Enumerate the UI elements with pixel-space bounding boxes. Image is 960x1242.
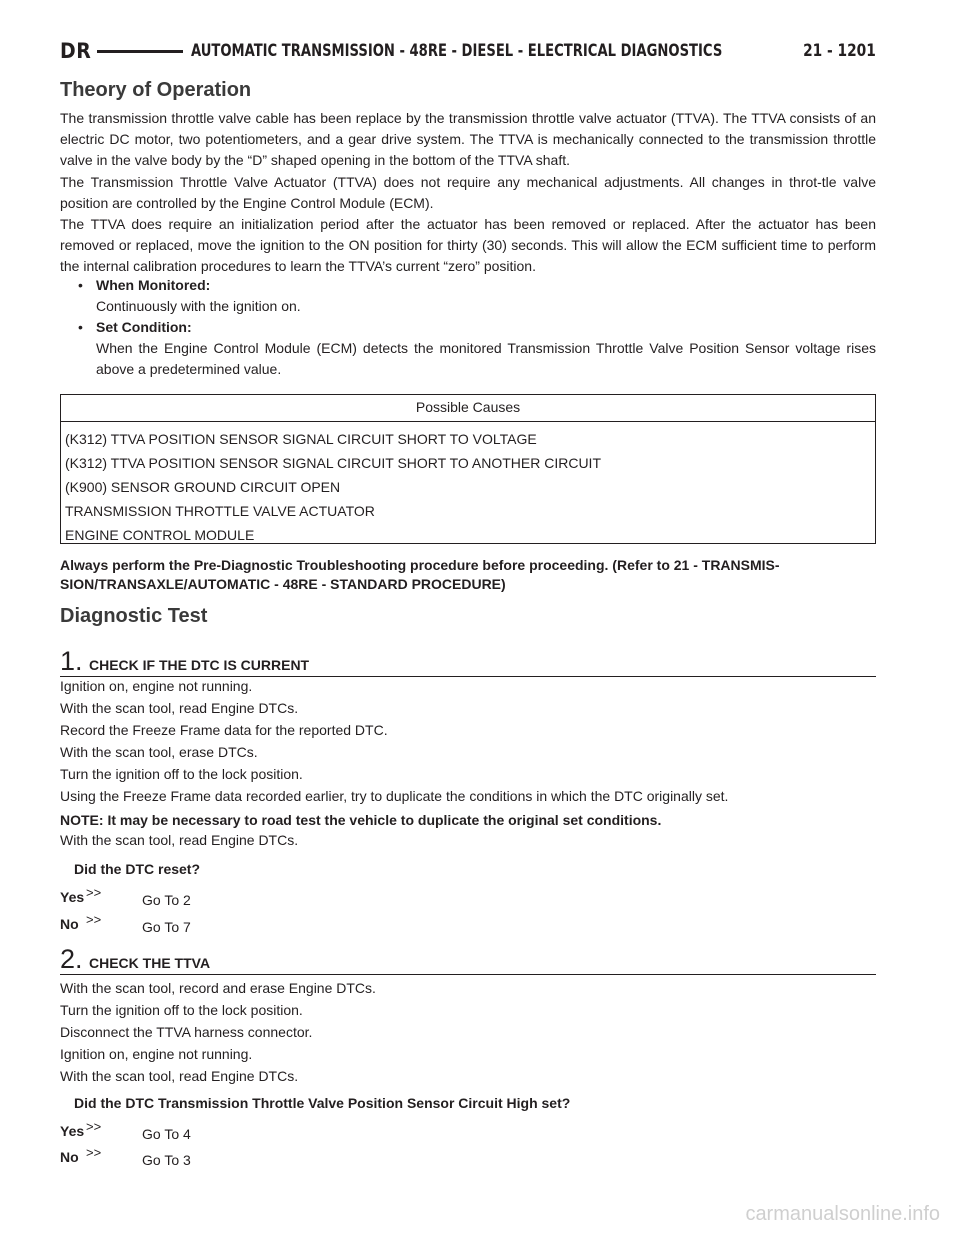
answer-key: No: [60, 1149, 79, 1165]
step-title: CHECK THE TTVA: [89, 955, 211, 971]
step-instruction: Ignition on, engine not running.: [60, 1046, 253, 1062]
step-number: 2.: [60, 944, 83, 974]
step-instruction: With the scan tool, record and erase Engine DTCs.: [60, 980, 376, 996]
step-note: NOTE: It may be necessary to road test the vehicle to duplicate the original set conditions.: [60, 812, 662, 828]
step-instruction: Ignition on, engine not running.: [60, 678, 253, 694]
bullet-text: When the Engine Control Module (ECM) detects the monitored Transmission Throttle Valve Position Sensor voltage rises above a predetermined value.: [96, 340, 876, 377]
cause-row: (K312) TTVA POSITION SENSOR SIGNAL CIRCUIT SHORT TO ANOTHER CIRCUIT: [65, 455, 601, 471]
theory-paragraph-3: The TTVA does require an initialization period after the actuator has been removed or replaced. After the actuator has been removed or replaced, move the ignition to the ON position for thirty (30) seconds. This will allow the ECM sufficient time to perform the internal calibration procedures to learn the TTVA’s current “zero” position.: [60, 216, 876, 274]
theory-paragraph-1: The transmission throttle valve cable has been replace by the transmission throttle valve actuator (TTVA). The TTVA consists of an electric DC motor, two potentiometers, and a gear drive system. The TTVA is mechanically connected to the transmission throttle valve in the valve body by the “D” shaped opening in the bottom of the TTVA shaft.: [60, 110, 876, 168]
arrow-icon: >>: [86, 885, 102, 900]
bullet-dot-icon: •: [78, 277, 83, 293]
answer-goto: Go To 2: [142, 892, 191, 908]
step-2-header: [60, 944, 876, 975]
answer-key: No: [60, 916, 79, 932]
theory-heading: Theory of Operation: [60, 79, 252, 101]
answer-goto: Go To 3: [142, 1152, 191, 1168]
answer-key: Yes: [60, 1123, 85, 1139]
step-instruction: Turn the ignition off to the lock position.: [60, 766, 303, 782]
header-rule: [97, 50, 183, 53]
step-instruction: Using the Freeze Frame data recorded earlier, try to duplicate the conditions in which the DTC originally set.: [60, 788, 729, 804]
arrow-icon: >>: [86, 1145, 102, 1160]
step-instruction: With the scan tool, erase DTCs.: [60, 744, 258, 760]
step-question: Did the DTC reset?: [74, 861, 201, 877]
cause-row: (K900) SENSOR GROUND CIRCUIT OPEN: [65, 479, 341, 495]
theory-paragraph-2: The Transmission Throttle Valve Actuator (TTVA) does not require any mechanical adjustments. All changes in throt-tle valve position are controlled by the Engine Control Module (ECM).: [60, 174, 876, 211]
watermark: carmanualsonline.info: [745, 1203, 940, 1225]
arrow-icon: >>: [86, 1119, 102, 1134]
bullet-dot-icon: •: [78, 319, 83, 335]
step-instruction: With the scan tool, read Engine DTCs.: [60, 832, 299, 848]
header-title: AUTOMATIC TRANSMISSION - 48RE - DIESEL - ELECTRICAL DIAGNOSTICS: [191, 41, 723, 61]
bullet-text: Continuously with the ignition on.: [96, 298, 301, 314]
step-1-header: [60, 646, 876, 677]
arrow-icon: >>: [86, 912, 102, 927]
step-title: CHECK IF THE DTC IS CURRENT: [89, 657, 310, 673]
bullet-label: Set Condition:: [96, 319, 192, 335]
cause-row: ENGINE CONTROL MODULE: [65, 527, 255, 543]
answer-key: Yes: [60, 889, 85, 905]
header-section-code: DR: [60, 39, 92, 63]
step-instruction: Disconnect the TTVA harness connector.: [60, 1024, 313, 1040]
step-question: Did the DTC Transmission Throttle Valve Position Sensor Circuit High set?: [74, 1095, 571, 1111]
step-instruction: Turn the ignition off to the lock position.: [60, 1002, 303, 1018]
answer-goto: Go To 4: [142, 1126, 191, 1142]
pre-diagnostic-note: Always perform the Pre-Diagnostic Troubleshooting procedure before proceeding. (Refer to 21 - TRANSMIS-SION/TRANSAXLE/AUTOMATIC - 48RE - STANDARD PROCEDURE): [60, 557, 780, 592]
answer-goto: Go To 7: [142, 919, 191, 935]
step-number: 1.: [60, 646, 83, 676]
possible-causes-table: [60, 394, 876, 544]
diagnostic-heading: Diagnostic Test: [60, 605, 208, 627]
step-instruction: Record the Freeze Frame data for the reported DTC.: [60, 722, 388, 738]
cause-row: (K312) TTVA POSITION SENSOR SIGNAL CIRCUIT SHORT TO VOLTAGE: [65, 431, 537, 447]
cause-row: TRANSMISSION THROTTLE VALVE ACTUATOR: [65, 503, 375, 519]
step-instruction: With the scan tool, read Engine DTCs.: [60, 700, 299, 716]
page-number: 21 - 1201: [803, 41, 876, 61]
running-header: [60, 36, 876, 66]
bullet-label: When Monitored:: [96, 277, 211, 293]
step-instruction: With the scan tool, read Engine DTCs.: [60, 1068, 299, 1084]
possible-causes-header: Possible Causes: [61, 395, 875, 422]
